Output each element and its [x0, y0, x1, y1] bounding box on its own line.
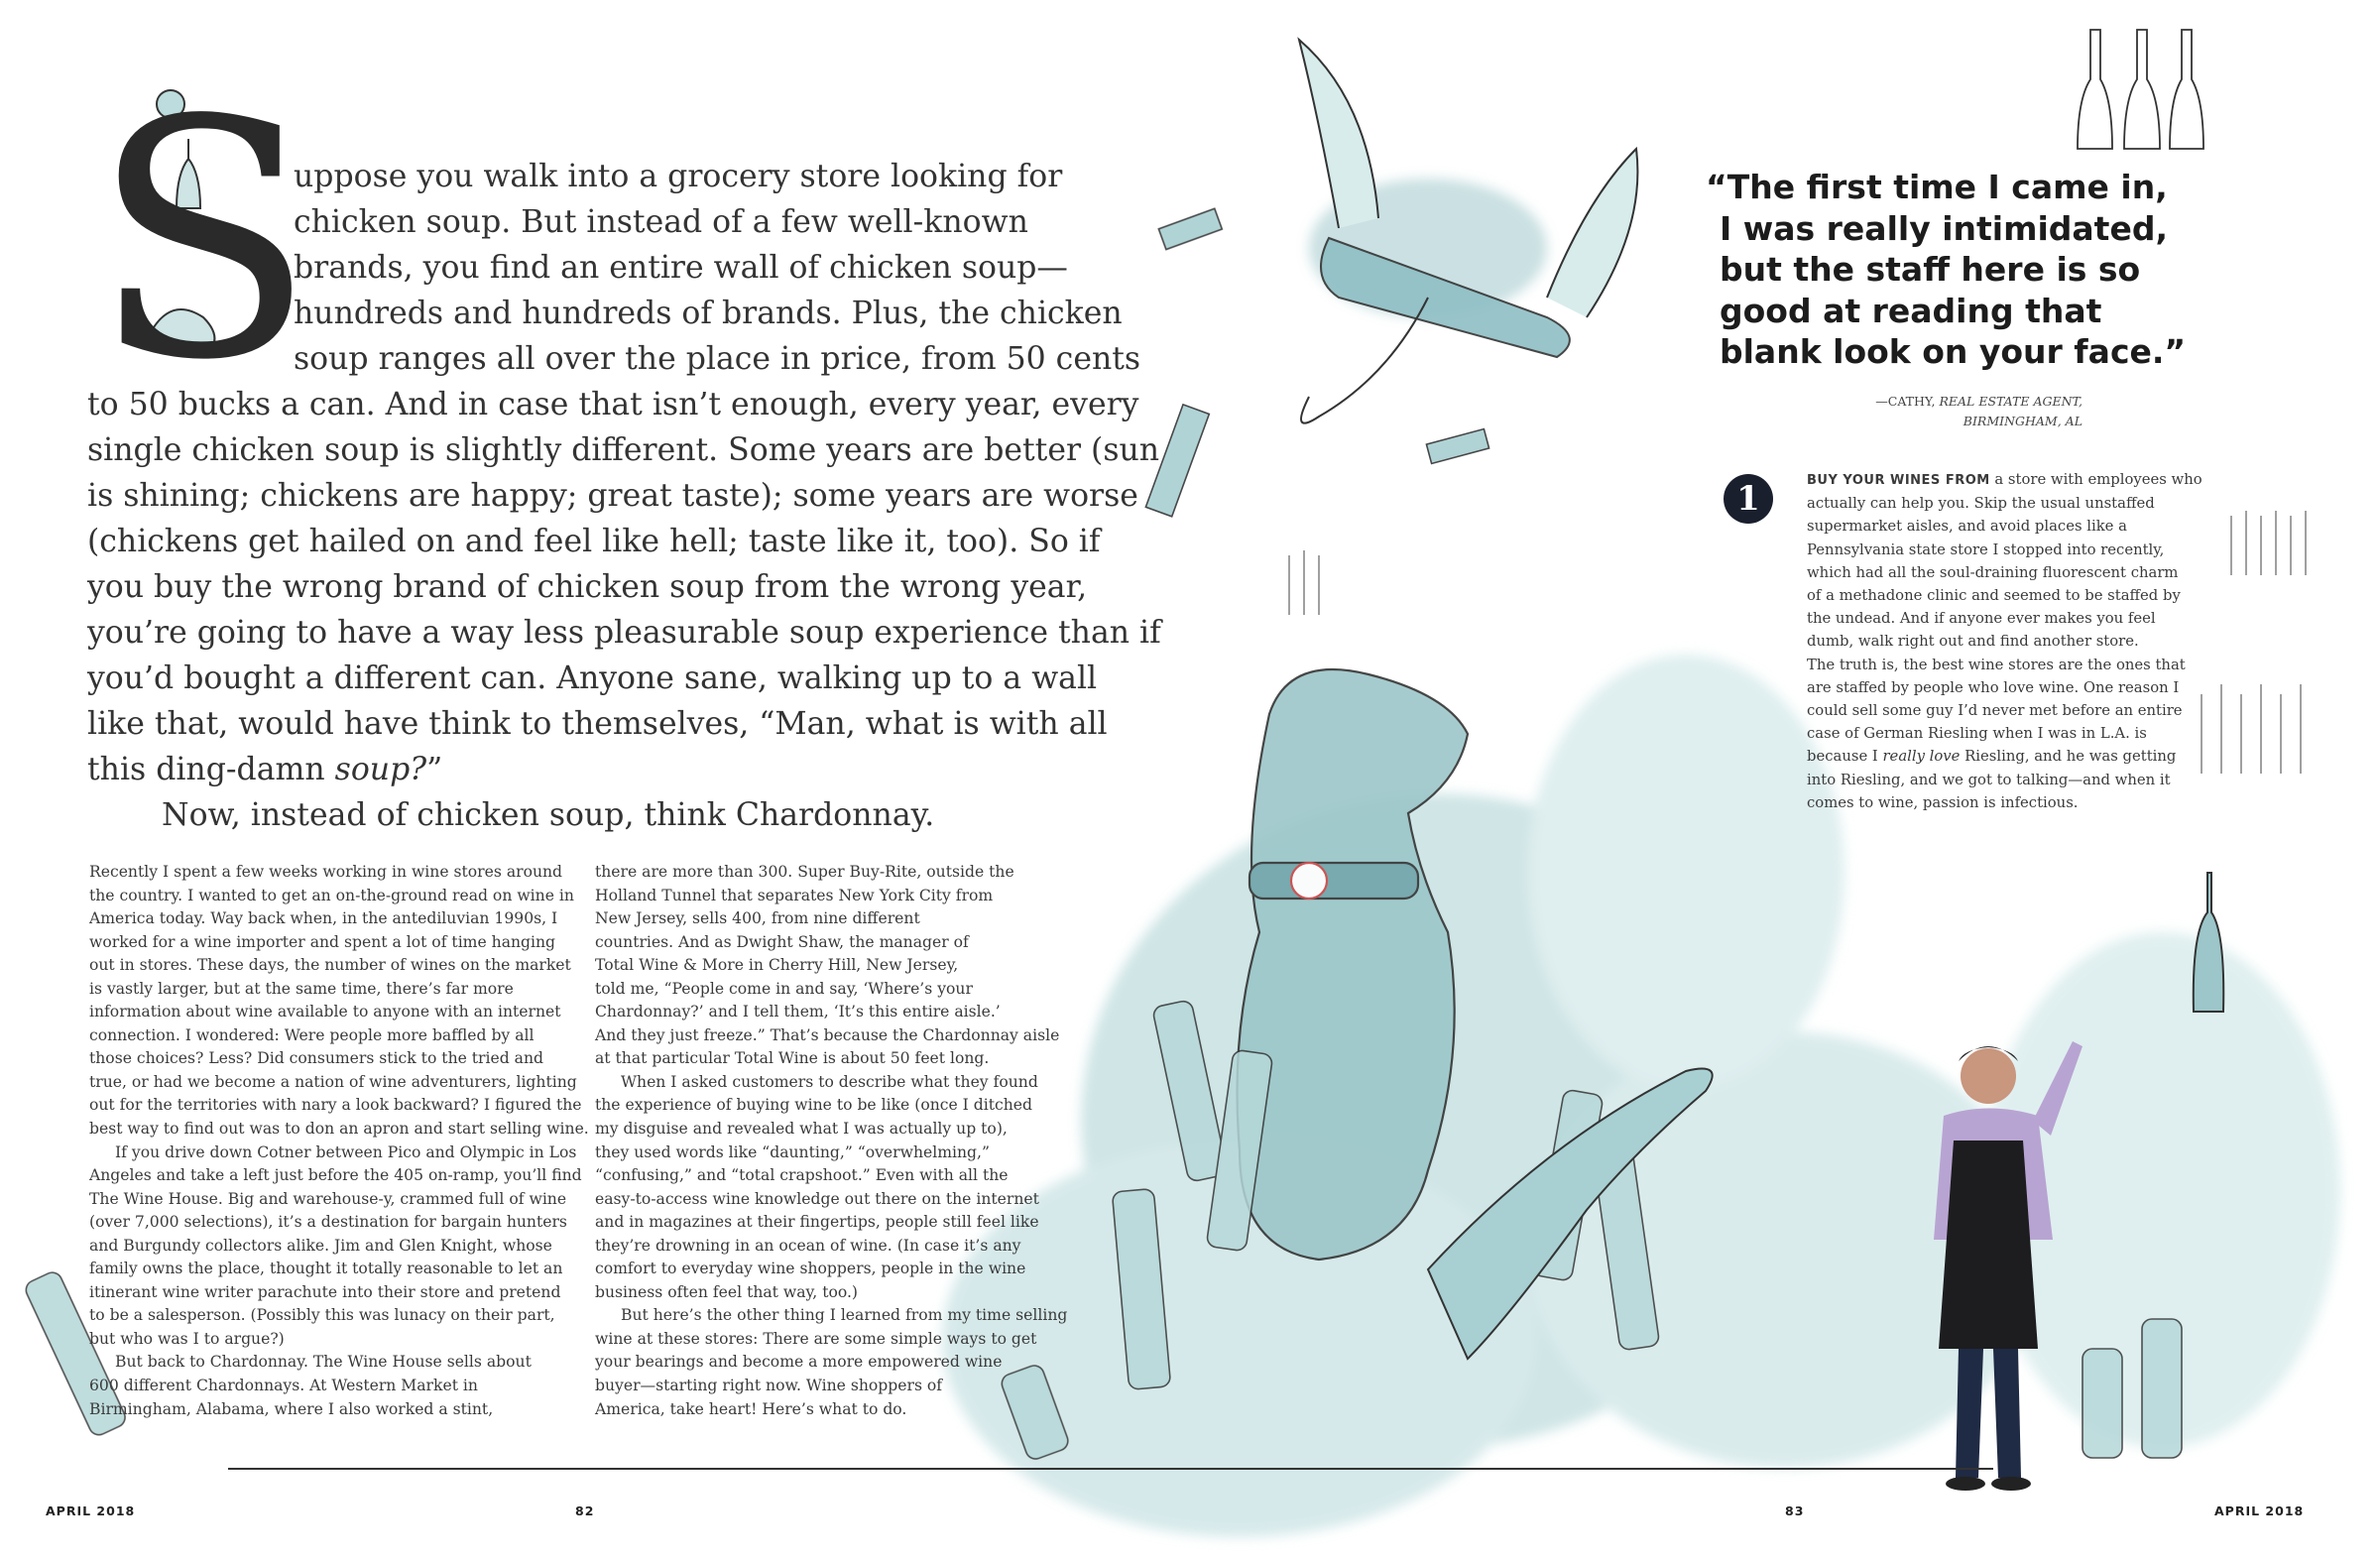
tip-line: of a methadone clinic and seemed to be staffed by: [1807, 587, 2181, 605]
tip-lines: [1807, 492, 2213, 745]
lead-line: you’d bought a different can. Anyone sane, walking up to a wall: [87, 661, 1098, 696]
soup-emphasis: soup?: [334, 752, 427, 787]
lead-line: brands, you find an entire wall of chicken soup—: [294, 250, 1068, 286]
tip-line: Pennsylvania state store I stopped into recently,: [1807, 541, 2165, 558]
tip-because-em: really love: [1882, 748, 1961, 766]
body-line: easy-to-access wine knowledge out there on the internet: [595, 1189, 1039, 1208]
body-line: those choices? Less? Did consumers stick to the tried and: [89, 1049, 543, 1068]
tip-because-line: [1807, 745, 2213, 768]
body-line: If you drive down Cotner between Pico and Olympic in Los: [115, 1142, 577, 1161]
body-line: Chardonnay?’ and I tell them, ‘It’s this entire aisle.’: [595, 1003, 1001, 1021]
lead-line: (chickens get hailed on and feel like hell; taste like it, too). So if: [87, 524, 1101, 559]
body-line: comfort to everyday wine shoppers, people in the wine: [595, 1260, 1026, 1278]
body-line: they used words like “daunting,” “overwhelming,”: [595, 1142, 990, 1161]
body-line: your bearings and become a more empowered wine: [595, 1353, 1003, 1372]
lead-line: is shining; chickens are happy; great taste); some years are worse: [87, 478, 1138, 514]
lead-line: chicken soup. But instead of a few well-known: [294, 204, 1028, 240]
body-column-1: [89, 861, 589, 1421]
body-line: (over 7,000 selections), it’s a destination for bargain hunters: [89, 1213, 567, 1232]
body-line: and Burgundy collectors alike. Jim and Glen Knight, whose: [89, 1236, 552, 1255]
attribution-line: [1844, 392, 2082, 412]
lead-line: you’re going to have a way less pleasurable soup experience than if: [87, 615, 1161, 651]
attribution-name: —CATHY,: [1875, 394, 1940, 409]
tip-line: supermarket aisles, and avoid places like a: [1807, 518, 2127, 536]
lead-closing-line: Now, instead of chicken soup, think Chardonnay.: [162, 797, 935, 833]
lead-paragraph: [87, 154, 1161, 838]
lead-line: soup ranges all over the place in price, from 50 cents: [294, 341, 1141, 377]
body-line: Recently I spent a few weeks working in wine stores around: [89, 863, 563, 881]
raised-bottle-drawing: [2194, 873, 2223, 1012]
body-line: The Wine House. Big and warehouse-y, crammed full of wine: [89, 1189, 567, 1208]
body-line: my disguise and revealed what I was actually up to),: [595, 1120, 1008, 1139]
attribution-location: BIRMINGHAM, AL: [1963, 414, 2082, 428]
body-line: but who was I to argue?): [89, 1329, 285, 1348]
tip-line: could sell some guy I’d never met before an entire: [1807, 702, 2183, 720]
body-line: information about wine available to anyone with an internet: [89, 1003, 561, 1021]
tip-line: actually can help you. Skip the usual unstaffed: [1807, 495, 2155, 513]
body-line: Total Wine & More in Cherry Hill, New Jersey,: [595, 956, 959, 975]
salesperson-photo: [1914, 1021, 2082, 1498]
body-line: at that particular Total Wine is about 50 feet long.: [595, 1049, 990, 1068]
tip-line: case of German Riesling when I was in L.A. is: [1807, 725, 2147, 743]
soup-close-quote: ”: [426, 752, 443, 787]
body-line: the experience of buying wine to be like (once I ditched: [595, 1096, 1033, 1115]
body-line: and in magazines at their fingertips, people still feel like: [595, 1213, 1039, 1232]
body-line: 600 different Chardonnays. At Western Market in: [89, 1377, 478, 1395]
body-line: America today. Way back when, in the antediluvian 1990s, I: [89, 909, 558, 928]
body-line: Birmingham, Alabama, where I also worked a stint,: [89, 1399, 494, 1418]
body-line: worked for a wine importer and spent a lot of time hanging: [89, 932, 556, 951]
quote-line: I was really intimidated,: [1720, 208, 2168, 248]
quote-line: good at reading that: [1720, 291, 2102, 330]
body-line: best way to find out was to don an apron and start selling wine.: [89, 1120, 589, 1139]
body-line: But here’s the other thing I learned from my time selling: [621, 1306, 1068, 1325]
drop-cap-letter: S: [91, 51, 316, 431]
tip-because-pre: because I: [1807, 748, 1883, 766]
body-line: out in stores. These days, the number of wines on the market: [89, 956, 571, 975]
body-line: connection. I wondered: Were people more baffled by all: [89, 1025, 535, 1044]
body-line: buyer—starting right now. Wine shoppers of: [595, 1377, 943, 1395]
lead-line: to 50 bucks a can. And in case that isn’t enough, every year, every: [87, 387, 1139, 422]
folio-left-page: 82: [575, 1503, 595, 1518]
tip-line: are staffed by people who love wine. One reason I: [1807, 678, 2180, 696]
body-line: wine at these stores: There are some simple ways to get: [595, 1329, 1037, 1348]
lead-line: uppose you walk into a grocery store looking for: [294, 159, 1063, 194]
body-line: “confusing,” and “total crapshoot.” Even with all the: [595, 1166, 1009, 1185]
folio-left-date: APRIL 2018: [46, 1503, 136, 1518]
tip-paragraph: [1807, 468, 2213, 814]
tip-line: The truth is, the best wine stores are the ones that: [1807, 656, 2186, 673]
body-line: business often feel that way, too.): [595, 1282, 859, 1301]
folio-right-date: APRIL 2018: [2214, 1503, 2305, 1518]
body-line: And they just freeze.” That’s because the Chardonnay aisle: [595, 1025, 1060, 1044]
folio-right-page: 83: [1785, 1503, 1805, 1518]
body-line: out for the territories with nary a look backward? I figured the: [89, 1096, 582, 1115]
body-line: Holland Tunnel that separates New York City from: [595, 886, 994, 904]
body-line: America, take heart! Here’s what to do.: [595, 1399, 907, 1418]
body-line: true, or had we become a nation of wine adventurers, lighting: [89, 1072, 577, 1091]
body-line: Angeles and take a left just before the 405 on-ramp, you’ll find: [89, 1166, 582, 1185]
tip-because-post: Riesling, and he was getting: [1960, 748, 2177, 766]
tip-line: into Riesling, and we got to talking—and when it: [1807, 771, 2171, 788]
body-column-2: [595, 861, 1071, 1421]
body-line: itinerant wine writer parachute into their store and pretend: [89, 1282, 561, 1301]
body-line: told me, “People come in and say, ‘Where’s your: [595, 979, 973, 998]
pull-quote: [1706, 167, 2187, 373]
body-line: countries. And as Dwight Shaw, the manager of: [595, 932, 969, 951]
tip-first-line: [1807, 468, 2213, 492]
tip-first-rest: a store with employees who: [1989, 471, 2202, 488]
body-line: family owns the place, thought it totally reasonable to let an: [89, 1260, 563, 1278]
body-line: New Jersey, sells 400, from nine different: [595, 909, 920, 928]
tip-lead-in: BUY YOUR WINES FROM: [1807, 473, 1990, 488]
quote-attribution: [1844, 392, 2082, 431]
lead-line-last: [87, 747, 1069, 792]
tip-line: comes to wine, passion is infectious.: [1807, 793, 2079, 811]
quote-line: but the staff here is so: [1720, 250, 2141, 289]
body-line: there are more than 300. Super Buy-Rite, outside the: [595, 863, 1014, 881]
lead-line: you buy the wrong brand of chicken soup from the wrong year,: [87, 569, 1088, 605]
attribution-role: REAL ESTATE AGENT,: [1939, 394, 2082, 409]
horizon-line: [228, 1468, 1993, 1470]
tip-line: which had all the soul-draining fluorescent charm: [1807, 563, 2179, 581]
tip-tail-lines: [1807, 769, 2213, 814]
tip-line: the undead. And if anyone ever makes you feel: [1807, 610, 2156, 628]
body-line: is vastly larger, but at the same time, there’s far more: [89, 979, 514, 998]
body-line: When I asked customers to describe what they found: [621, 1072, 1038, 1091]
tip-number-badge: 1: [1724, 474, 1773, 524]
body-line: they’re drowning in an ocean of wine. (In case it’s any: [595, 1236, 1021, 1255]
body-line: But back to Chardonnay. The Wine House sells about: [115, 1353, 532, 1372]
body-line: to be a salesperson. (Possibly this was lunacy on their part,: [89, 1306, 555, 1325]
body-line: the country. I wanted to get an on-the-ground read on wine in: [89, 886, 574, 904]
lead-line-text: this ding-damn: [87, 752, 335, 787]
lead-line: like that, would have think to themselves, “Man, what is with all: [87, 706, 1108, 742]
quote-line: “The first time I came in,: [1706, 168, 2168, 206]
lead-line: single chicken soup is slightly different. Some years are better (sun: [87, 432, 1160, 468]
tip-line: dumb, walk right out and find another store.: [1807, 633, 2139, 651]
quote-line: blank look on your face.”: [1720, 332, 2187, 371]
lead-line: hundreds and hundreds of brands. Plus, the chicken: [294, 296, 1123, 331]
